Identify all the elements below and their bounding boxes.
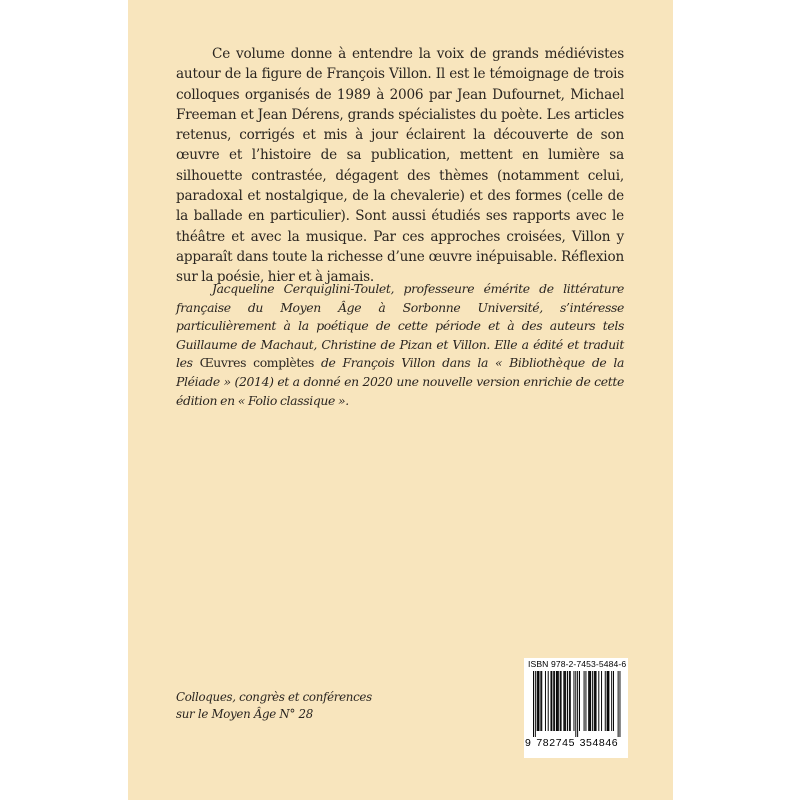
barcode-bar — [545, 671, 546, 731]
barcode-bar — [585, 671, 586, 731]
barcode-bar — [563, 671, 564, 731]
barcode-digit: 7 — [536, 737, 543, 749]
isbn-label: ISBN 978-2-7453-5484-6 — [528, 659, 627, 669]
barcode-bar — [540, 671, 541, 731]
series-info — [176, 689, 396, 723]
barcode-digit: 4 — [592, 737, 599, 749]
barcode-bar — [538, 671, 539, 731]
barcode-bar — [537, 671, 538, 731]
barcode-bar — [589, 671, 590, 731]
barcode-bar — [548, 671, 549, 731]
barcode-bar — [618, 671, 619, 737]
barcode-bar — [551, 671, 552, 731]
author-bio — [176, 280, 624, 410]
author-bio-text-2: de François Villon dans la « Bibliothèque de la Pléiade » (2014) et a donné en 2020 une nouvelle version enrichie de cette édition en « Folio classique ». — [176, 355, 624, 408]
barcode-bar — [607, 671, 608, 731]
barcode-bar — [553, 671, 554, 731]
barcode-digit: 5 — [586, 737, 592, 749]
barcode-bar — [558, 671, 559, 731]
series-line-2: sur le Moyen Âge N° 28 — [176, 707, 313, 721]
barcode-digit: 9 — [525, 737, 531, 749]
barcode-bar — [613, 671, 614, 731]
barcode-bar — [570, 671, 571, 731]
barcode-bar — [541, 671, 542, 731]
back-cover — [128, 0, 673, 800]
barcode-bar — [550, 671, 551, 731]
barcode-digit: 8 — [598, 737, 605, 749]
barcode-bar — [590, 671, 591, 731]
barcode-bar — [595, 671, 596, 731]
barcode-bar — [575, 671, 576, 737]
barcode-bars — [524, 671, 628, 737]
barcode-bar — [592, 671, 593, 731]
barcode-digit: 4 — [562, 737, 568, 749]
barcode-bar — [557, 671, 558, 731]
barcode-bar — [565, 671, 566, 731]
barcode-bar — [588, 671, 589, 731]
barcode-digit: 2 — [549, 737, 556, 749]
barcode-bar — [556, 671, 557, 731]
barcode-bar — [608, 671, 609, 731]
barcode-digit: 4 — [605, 737, 612, 749]
barcode-digit: 8 — [542, 737, 549, 749]
barcode-bar — [608, 671, 609, 731]
barcode-bar — [584, 671, 585, 731]
barcode-bar — [560, 671, 561, 731]
barcode-bar — [611, 671, 612, 731]
barcode-bar — [605, 671, 606, 731]
barcode-digit: 7 — [555, 737, 562, 749]
barcode-bar — [554, 671, 555, 731]
barcode-bar — [539, 671, 540, 731]
barcode-bar — [579, 671, 580, 731]
barcode-bar — [594, 671, 595, 731]
author-bio-work-title: Œuvres complètes — [199, 355, 314, 371]
barcode-bar — [577, 671, 578, 737]
barcode-bar — [564, 671, 565, 731]
barcode-bar — [619, 671, 620, 737]
barcode-bar — [535, 671, 536, 737]
barcode-digit: 3 — [579, 737, 586, 749]
barcode-bar — [569, 671, 570, 731]
book-summary: Ce volume donne à entendre la voix de grands médiévistes autour de la figure de François Villon. Il est le témoignage de trois colloques organisés de 1989 à 2006 par Jean Dufournet, Michael Freeman et Jean Dérens, grands spécialistes du poète. Les articles retenus, corrigés et mis à jour éclairent la découverte de son œuvre et l’histoire de sa publication, mettent en lumière sa silhouette contrastée, dégagent des thèmes (notamment celui, paradoxal et nostalgique, de la chevalerie) et des formes (celle de la ballade en particulier). Sont aussi étudiés ses rapports avec le théâtre et avec la musique. Par ces approches croisées, Villon y apparaît dans toute la richesse d’une œuvre inépuisable. Réflexion sur la poésie, hier et à jamais. — [176, 46, 624, 286]
barcode-bar — [598, 671, 599, 731]
author-bio-text-1: Jacqueline Cerquiglini-Toulet, professeure émérite de littérature française du Moyen Âge à Sorbonne Université, s’intéresse particulièrement à la poétique de cette période et à des auteurs tels Guillaume de Machaut, Christine de Pizan et Villon. Elle a édité et traduit les — [176, 281, 624, 371]
barcode-bar — [601, 671, 602, 731]
barcode-bar — [567, 671, 568, 731]
barcode-digit: 5 — [568, 737, 575, 749]
series-line-1: Colloques, congrès et conférences — [176, 690, 372, 704]
barcode-block — [524, 658, 628, 758]
barcode-bar — [596, 671, 597, 731]
barcode-bar — [533, 671, 534, 737]
barcode-bar — [561, 671, 562, 731]
barcode-digit: 6 — [611, 737, 618, 749]
barcode-bar — [573, 671, 574, 731]
